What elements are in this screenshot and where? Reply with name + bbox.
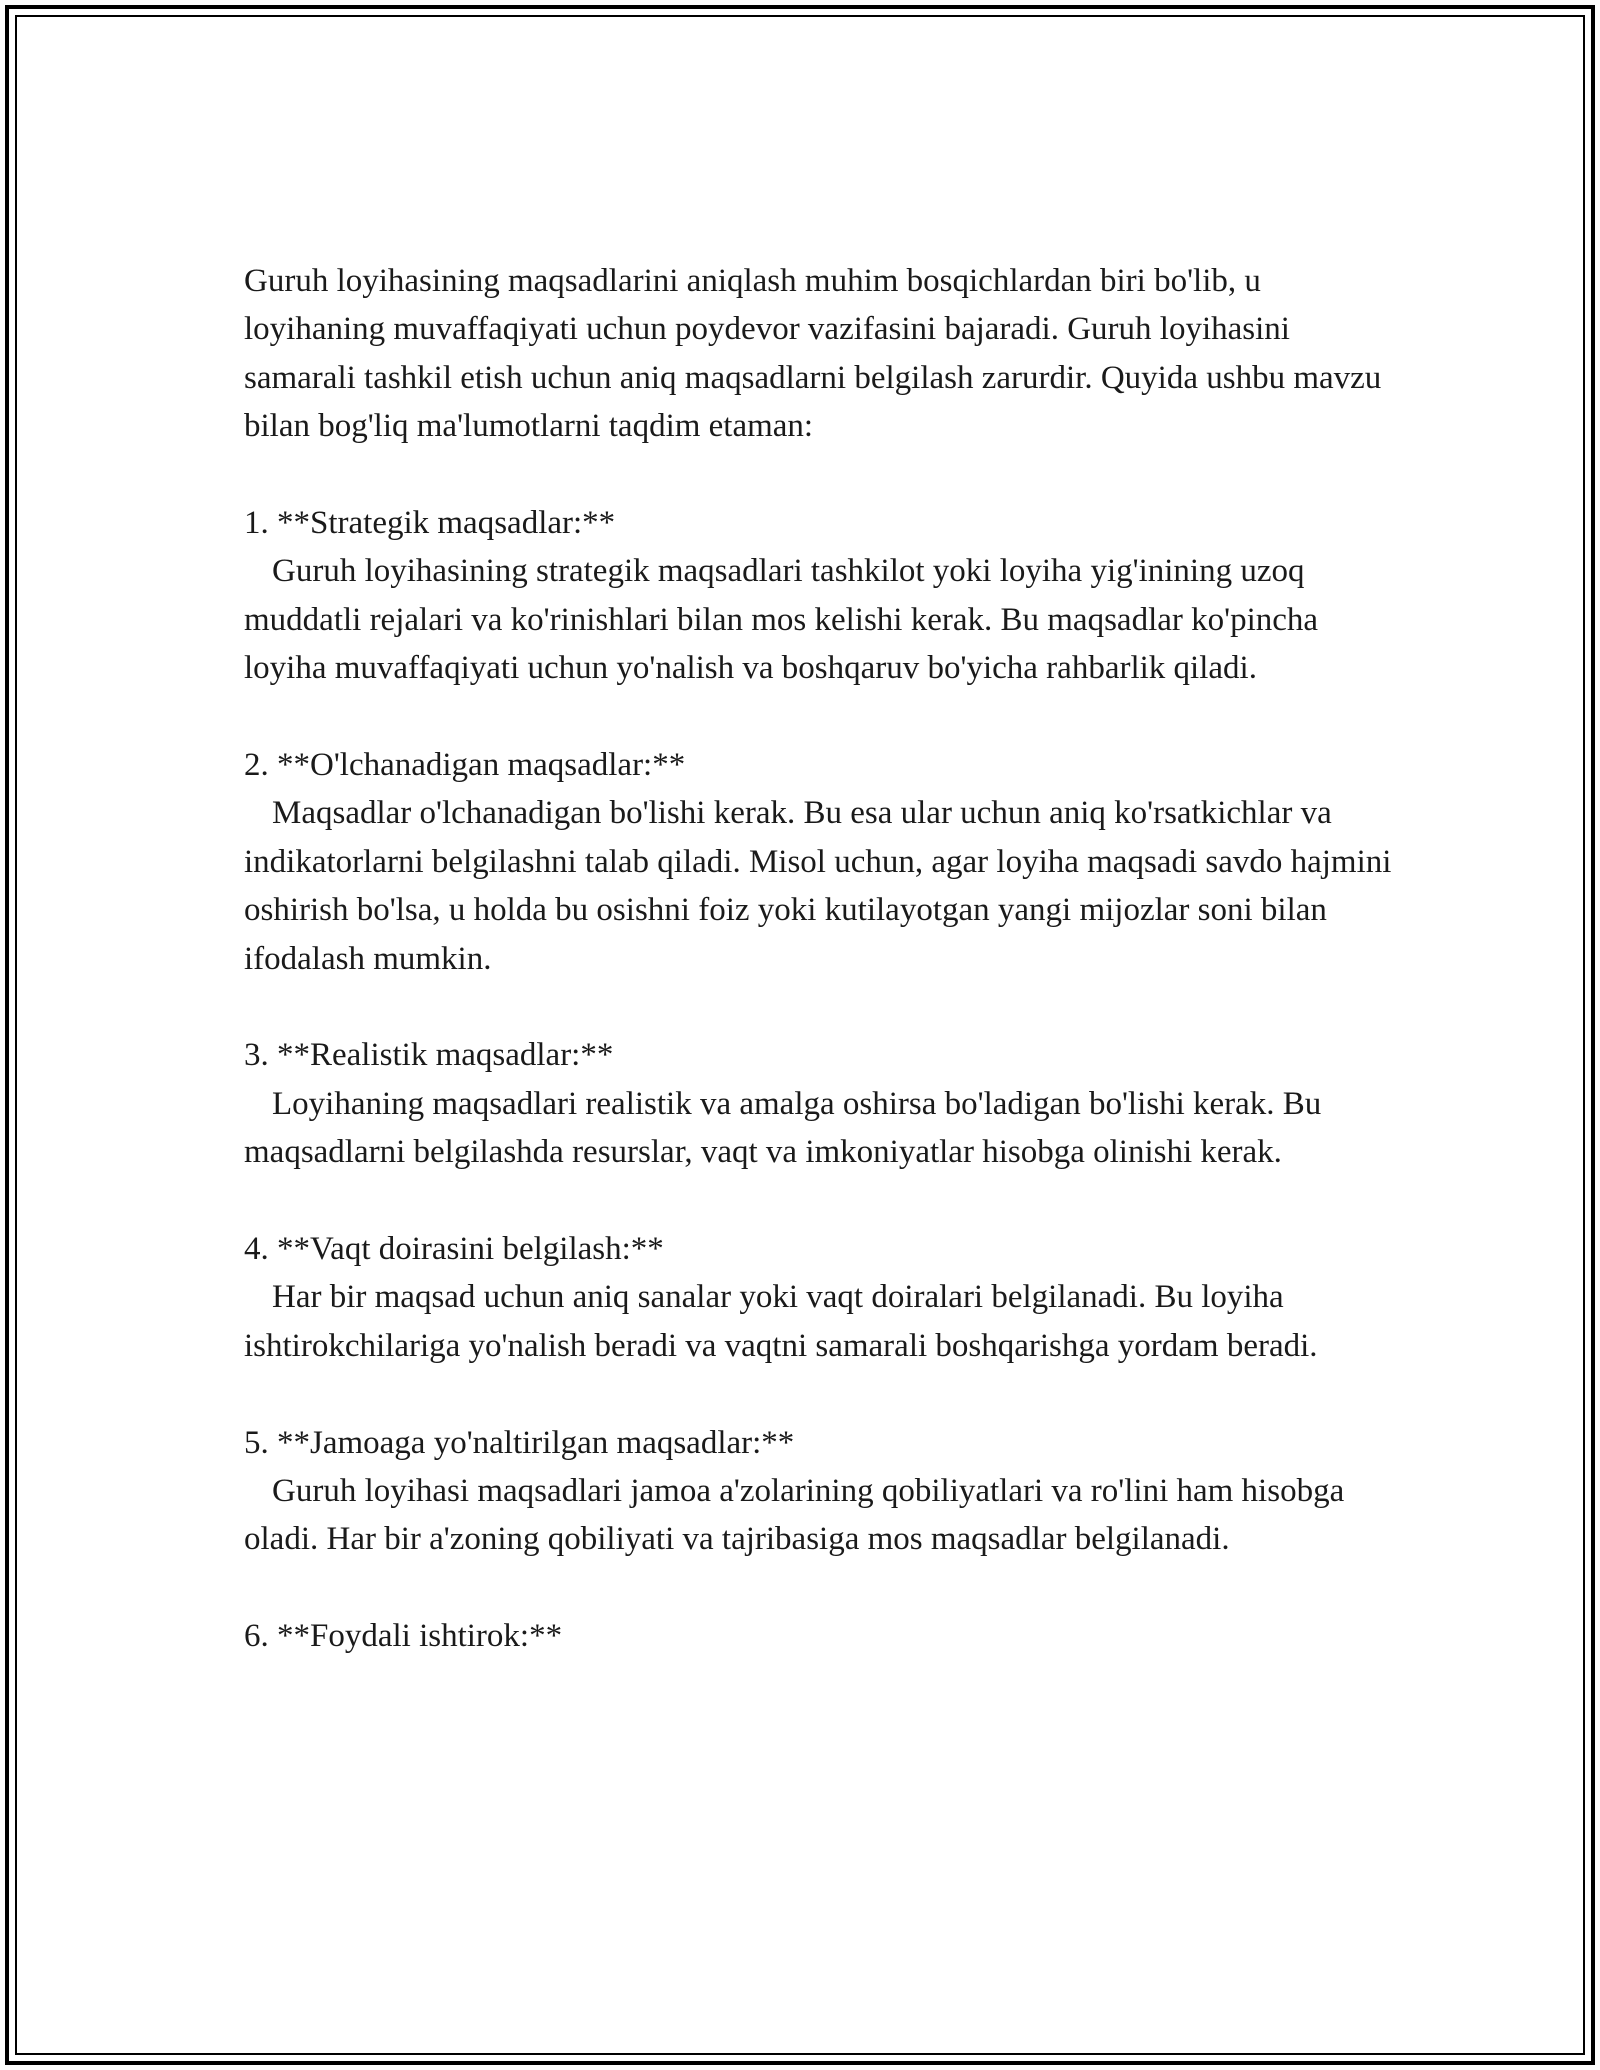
intro-paragraph: Guruh loyihasining maqsadlarini aniqlash muhim bosqichlardan biri bo'lib, u loyihaning muvaffaqiyati uchun poydevor vazifasini bajaradi. Guruh loyihasini samarali tashkil etish uchun aniq maqsadlarni belgilash zarurdir. Quyida ushbu mavzu bilan bog'liq ma'lumotlarni taqdim etaman: [244,263,1382,445]
section-vaqt-doirasi [244,1225,1404,1370]
section-strategik [244,499,1404,693]
section-body: Maqsadlar o'lchanadigan bo'lishi kerak. Bu esa ular uchun aniq ko'rsatkichlar va indikatorlarni belgilashni talab qiladi. Misol uchun, agar loyiha maqsadi savdo hajmini oshirish bo'lsa, u holda bu osishni foiz yoki kutilayotgan yangi mijozlar soni bilan ifodalash mumkin. [244,795,1392,977]
section-body: Guruh loyihasi maqsadlari jamoa a'zolarining qobiliyatlari va ro'lini ham hisobga oladi. Har bir a'zoning qobiliyati va tajribasiga mos maqsadlar belgilanadi. [244,1473,1345,1558]
section-heading: 6. **Foydali ishtirok:** [244,1618,563,1655]
section-jamoaga [244,1419,1404,1564]
section-realistik [244,1031,1404,1176]
section-heading: 4. **Vaqt doirasini belgilash:** [244,1231,664,1268]
section-heading: 2. **O'lchanadigan maqsadlar:** [244,747,686,784]
section-heading: 5. **Jamoaga yo'naltirilgan maqsadlar:** [244,1424,795,1461]
section-body: Guruh loyihasining strategik maqsadlari tashkilot yoki loyiha yig'inining uzoq muddatli rejalari va ko'rinishlari bilan mos kelishi kerak. Bu maqsadlar ko'pincha loyiha muvaffaqiyati uchun yo'nalish va boshqaruv bo'yicha rahbarlik qiladi. [244,553,1319,687]
section-heading: 1. **Strategik maqsadlar:** [244,505,616,542]
document-body [244,257,1404,1661]
page-border [5,5,1595,2065]
section-foydali-ishtirok [244,1612,1404,1660]
section-heading: 3. **Realistik maqsadlar:** [244,1037,614,1074]
section-olchanadigan [244,741,1404,983]
section-body: Loyihaning maqsadlari realistik va amalga oshirsa bo'ladigan bo'lishi kerak. Bu maqsadlarni belgilashda resurslar, vaqt va imkoniyatlar hisobga olinishi kerak. [244,1085,1322,1171]
section-body: Har bir maqsad uchun aniq sanalar yoki vaqt doiralari belgilanadi. Bu loyiha ishtirokchilariga yo'nalish beradi va vaqtni samarali boshqarishga yordam beradi. [244,1279,1318,1364]
